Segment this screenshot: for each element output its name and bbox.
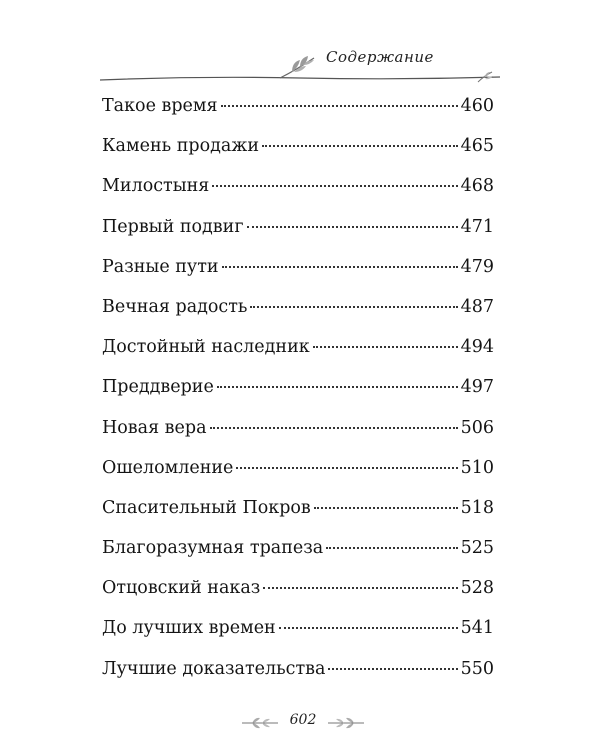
dot-leader: [314, 507, 458, 509]
toc-entry-page: 525: [460, 538, 494, 559]
toc-entry-title: Преддверие: [102, 377, 214, 398]
toc-entry-title: Вечная радость: [102, 296, 248, 317]
toc-entry[interactable]: [102, 418, 494, 458]
toc-entry-title: Первый подвиг: [102, 216, 244, 237]
dot-leader: [250, 306, 457, 308]
toc-entry-page: 497: [460, 377, 494, 398]
toc-entry-title: Ошеломление: [102, 457, 234, 478]
toc-entry-title: Разные пути: [102, 256, 219, 277]
toc-entry-title: Отцовский наказ: [102, 578, 261, 599]
toc-entry-page: 541: [460, 618, 494, 639]
toc-entry-page: 528: [460, 578, 494, 599]
dot-leader: [263, 587, 457, 589]
leaf-sprig-icon: [240, 716, 280, 730]
dot-leader: [212, 185, 457, 187]
toc-entry-page: 494: [460, 337, 494, 358]
toc-entry-title: Камень продажи: [102, 136, 260, 157]
toc-entry[interactable]: [102, 136, 494, 176]
toc-entry-title: Такое время: [102, 96, 218, 116]
toc-entry-title: До лучших времен: [102, 618, 276, 639]
toc-entry[interactable]: [102, 458, 494, 498]
toc-entry[interactable]: [102, 96, 494, 136]
toc-entry[interactable]: [102, 176, 494, 216]
leaf-sprig-icon: [326, 716, 366, 730]
dot-leader: [262, 145, 458, 147]
dot-leader: [326, 547, 457, 549]
dot-leader: [210, 427, 458, 429]
toc-entry[interactable]: [102, 538, 494, 578]
toc-entry[interactable]: [102, 618, 494, 658]
dot-leader: [247, 226, 458, 228]
toc-entry-page: 518: [460, 497, 494, 518]
dot-leader: [222, 266, 458, 268]
dot-leader: [217, 386, 458, 388]
toc-entry-title: Достойный наследник: [102, 337, 310, 358]
toc-entry-page: 506: [460, 417, 494, 438]
page-number: 602: [289, 712, 317, 728]
toc-entry-page: 471: [460, 216, 494, 237]
toc-entry[interactable]: [102, 297, 494, 337]
page-header: [100, 44, 500, 84]
toc-entry[interactable]: [102, 498, 494, 538]
dot-leader: [328, 668, 457, 670]
toc-entry-page: 487: [460, 296, 494, 317]
toc-entry-page: 479: [460, 256, 494, 277]
toc-entry-title: Спасительный Покров: [102, 497, 311, 518]
sprig-icon: [476, 70, 496, 84]
toc-entry-title: Милостыня: [102, 176, 210, 197]
toc-entry[interactable]: [102, 337, 494, 377]
toc-entry-title: Благоразумная трапеза: [102, 538, 324, 559]
toc-entry-title: Новая вера: [102, 417, 207, 438]
leaf-sprig-icon: [278, 54, 318, 80]
toc-entry-page: 465: [460, 136, 494, 157]
toc-entry-title: Лучшие доказательства: [102, 658, 326, 679]
dot-leader: [279, 627, 458, 629]
toc-entry-page: 550: [460, 658, 494, 679]
dot-leader: [313, 346, 458, 348]
toc-heading: Содержание: [326, 48, 434, 66]
table-of-contents: [102, 96, 494, 699]
toc-entry-page: 460: [460, 96, 494, 116]
page-footer: [200, 712, 400, 734]
dot-leader: [236, 467, 457, 469]
dot-leader: [221, 105, 458, 107]
toc-entry[interactable]: [102, 257, 494, 297]
toc-entry[interactable]: [102, 377, 494, 417]
toc-entry[interactable]: [102, 578, 494, 618]
toc-entry[interactable]: [102, 659, 494, 699]
toc-entry[interactable]: [102, 217, 494, 257]
toc-entry-page: 510: [460, 457, 494, 478]
toc-entry-page: 468: [460, 176, 494, 197]
